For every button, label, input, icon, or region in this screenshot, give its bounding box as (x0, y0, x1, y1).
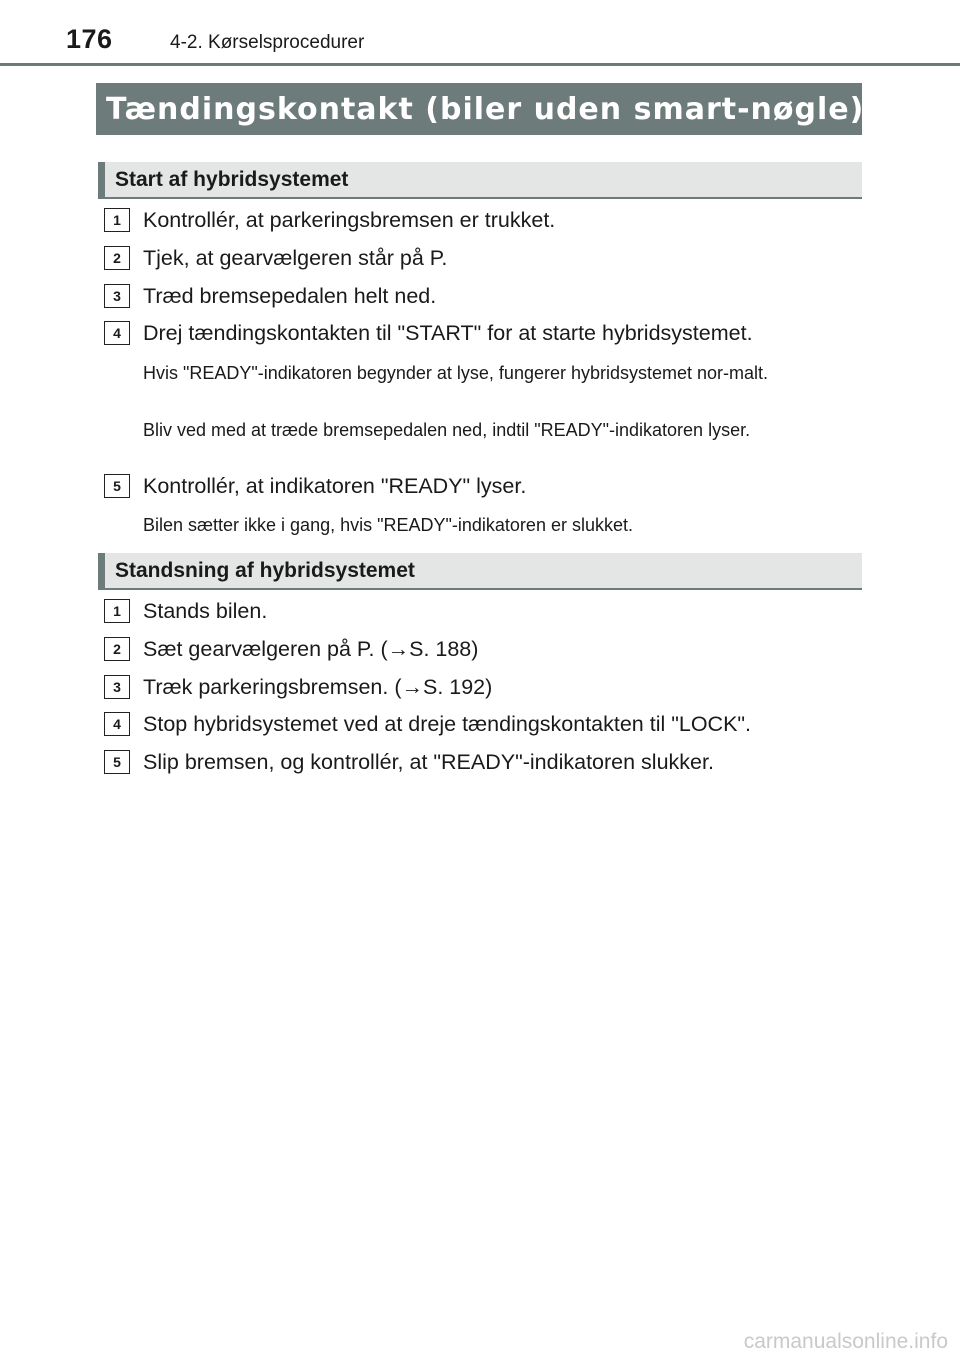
page-title-bar (96, 83, 865, 135)
page-header (0, 0, 960, 68)
step-number-badge: 3 (104, 675, 130, 699)
step-number-badge: 4 (104, 712, 130, 736)
step-text: Slip bremsen, og kontrollér, at "READY"-indikatoren slukker. (143, 750, 714, 774)
step-item (104, 750, 864, 780)
step-text: Drej tændingskontakten til "START" for at starte hybridsystemet. (143, 321, 753, 345)
step-number-badge: 5 (104, 750, 130, 774)
step-text: Stop hybridsystemet ved at dreje tændingskontakten til "LOCK". (143, 712, 752, 736)
step-number-badge: 4 (104, 321, 130, 345)
site-watermark: carmanualsonline.info (743, 1330, 948, 1353)
section-heading-start (98, 162, 862, 199)
page-title: Tændingskontakt (biler uden smart-nøgle) (106, 91, 865, 127)
step-text: Kontrollér, at parkeringsbremsen er trukket. (143, 208, 556, 232)
step-item (104, 637, 864, 667)
step-item (104, 208, 864, 238)
page-number: 176 (66, 24, 113, 54)
chapter-title: 4-2. Kørselsprocedurer (170, 32, 365, 53)
step-item (104, 474, 864, 504)
step-text: Tjek, at gearvælgeren står på P. (143, 246, 448, 270)
step-note: Bliv ved med at træde bremsepedalen ned, indtil "READY"-indikatoren lyser. (143, 420, 751, 440)
step-item (104, 675, 864, 705)
step-item (104, 321, 864, 351)
step-text: Kontrollér, at indikatoren "READY" lyser. (143, 474, 527, 498)
step-note: Hvis "READY"-indikatoren begynder at lyse, fungerer hybridsystemet nor-malt. (143, 363, 769, 383)
step-item (104, 599, 864, 629)
step-item (104, 246, 864, 276)
step-text: Sæt gearvælgeren på P. (→S. 188) (143, 637, 479, 661)
step-note: Bilen sætter ikke i gang, hvis "READY"-indikatoren er slukket. (143, 515, 633, 535)
step-number-badge: 5 (104, 474, 130, 498)
step-item (104, 284, 864, 314)
step-number-badge: 3 (104, 284, 130, 308)
section-heading-text: Standsning af hybridsystemet (115, 558, 415, 582)
step-number-badge: 1 (104, 208, 130, 232)
step-number-badge: 2 (104, 637, 130, 661)
section-heading-stop (98, 553, 862, 590)
header-divider (0, 63, 960, 66)
step-text: Stands bilen. (143, 599, 268, 623)
step-text: Træk parkeringsbremsen. (→S. 192) (143, 675, 493, 699)
section-heading-text: Start af hybridsystemet (115, 167, 349, 191)
step-item (104, 712, 864, 742)
step-number-badge: 2 (104, 246, 130, 270)
step-number-badge: 1 (104, 599, 130, 623)
step-text: Træd bremsepedalen helt ned. (143, 284, 437, 308)
